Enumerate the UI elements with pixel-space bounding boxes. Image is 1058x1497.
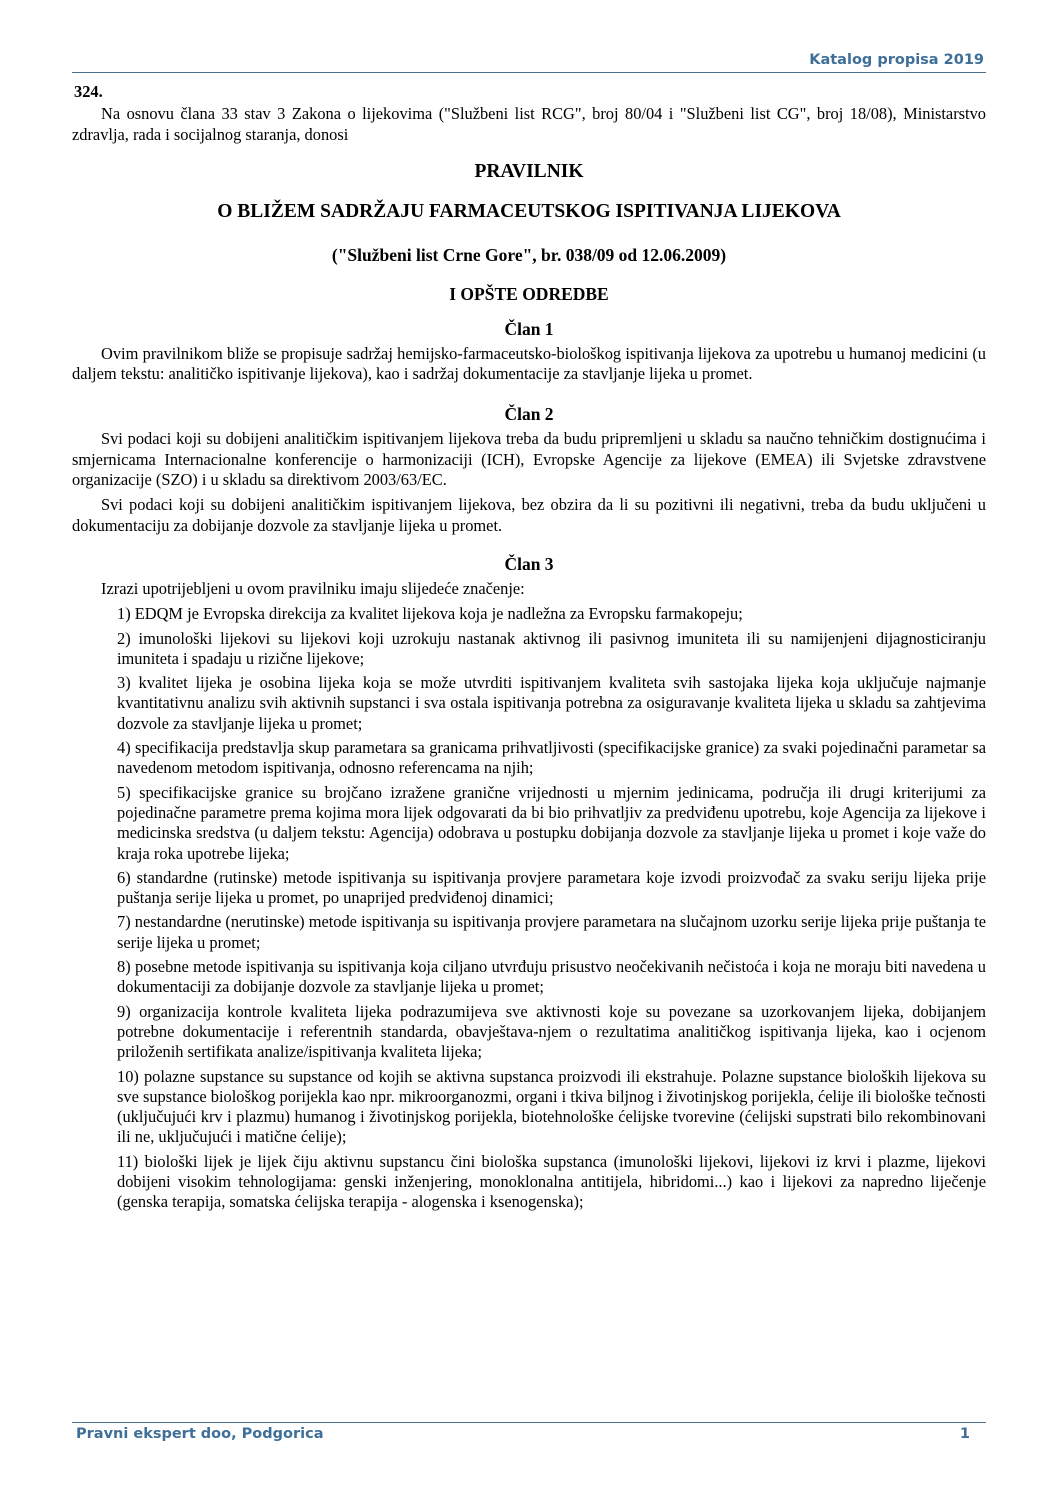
page-header [72,50,986,73]
document-subtitle: O BLIŽEM SADRŽAJU FARMACEUTSKOG ISPITIVANJA LIJEKOVA [217,200,841,222]
article-paragraph: Svi podaci koji su dobijeni analitičkim ispitivanjem lijekova treba da budu pripremljeni u skladu sa naučno tehničkim dostignućima i smjernicama Internacionalne konferencije o harmonizaciji (ICH), Evropske Agencije za lijekove (EMEA) ili Svjetske zdravstvene organizacije (SZO) i u skladu sa direktivom 2003/63/EC. [72,429,986,490]
catalog-title: Katalog propisa 2019 [809,52,984,68]
article-intro: Izrazi upotrijebljeni u ovom pravilniku imaju slijedeće značenje: [101,578,525,598]
gazette-reference: ("Službeni list Crne Gore", br. 038/09 od 12.06.2009) [331,244,727,265]
list-item: 4) specifikacija predstavlja skup parametara sa granicama prihvatljivosti (specifikacijske granice) za svaki pojedinačni parametar sa navedenom metodom ispitivanja, odnosno referencama na njih; [117,738,986,778]
article-paragraph: Ovim pravilnikom bliže se propisuje sadržaj hemijsko-farmaceutsko-biološkog ispitivanja lijekova za upotrebu u humanoj medicini (u daljem tekstu: analitičko ispitivanje lijekova), kao i sadržaj dokumentacije za stavljanje lijeka u promet. [72,343,986,384]
definitions-list [72,604,986,1212]
page-number: 1 [959,1426,970,1442]
list-item: 9) organizacija kontrole kvaliteta lijeka podrazumijeva sve aktivnosti koje su povezane sa uzorkovanjem lijeka, dobijanjem potrebne dokumentacije i referentnih standarda, obavještava-njem o rezultatima analitičkog ispitivanja lijeka, kao i ocjenom priloženih sertifikata analize/ispitivanja kvaliteta lijeka; [117,1001,986,1062]
publisher-name: Pravni ekspert doo, Podgorica [76,1426,324,1442]
document-title: PRAVILNIK [474,160,584,182]
list-item: 10) polazne supstance su supstance od kojih se aktivna supstanca proizvodi ili ekstrahuje. Polazne supstance bioloških lijekova su sve supstance biološkog porijekla kao npr. mikroorganozmi, organi i tkiva biljnog i životinjskog porijekla, ćelije ili biološke tečnosti (uključujući krv i plazmu) humanog i životinjskog porijekla, biotehnološke ćelijske tvorevine (ćelijski supstrati bilo rekombinovani ili ne, uključujući i matične ćelije); [117,1066,986,1147]
document-body [72,82,986,1217]
list-item: 5) specifikacijske granice su brojčano izražene granične vrijednosti u mjernim jedinicama, područja ili drugi kriterijumi za pojedinačne parametre prema kojima mora lijek odgovarati da bi bio prihvatljiv za predviđenu upotrebu, koje Agencija za lijekove i medicinska sredstva (u daljem tekstu: Agencija) odobrava u postupku dobijanja dozvole za stavljanje lijeka u promet i koje važe do kraja roka upotrebe lijeka; [117,782,986,863]
list-item: 8) posebne metode ispitivanja su ispitivanja koja ciljano utvrđuju prisustvo neočekivanih nečistoća i koja ne moraju biti navedena u dokumentaciji za dobijanje dozvole za stavljanje lijeka u promet; [117,957,986,997]
article-heading: Član 2 [504,404,554,425]
article-heading: Član 1 [504,318,554,339]
list-item: 6) standardne (rutinske) metode ispitivanja su ispitivanja provjere parametara koje izvodi proizvođač za svaku seriju lijeka prije puštanja serije lijeka u promet, po unaprijed predviđenoj dinamici; [117,867,986,908]
list-item: 1) EDQM je Evropska direkcija za kvalitet lijekova koja je nadležna za Evropsku farmakopeju; [117,604,743,624]
section-title: I OPŠTE ODREDBE [449,283,609,304]
preamble: Na osnovu člana 33 stav 3 Zakona o lijekovima ("Službeni list RCG", broj 80/04 i "Službeni list CG", broj 18/08), Ministarstvo zdravlja, rada i socijalnog staranja, donosi [72,104,986,144]
article-heading: Član 3 [504,553,554,574]
list-item: 11) biološki lijek je lijek čiju aktivnu supstancu čini biološka supstanca (imunološki lijekovi, lijekovi iz krvi i plazme, lijekovi dobijeni visokim tehnologijama: genski inženjering, monoklonalna antitijela, hibridomi...) kao i lijekovi za napredno liječenje (genska terapija, somatska ćelijska terapija - alogenska i ksenogenska); [117,1151,986,1212]
list-item: 2) imunološki lijekovi su lijekovi koji uzrokuju nastanak aktivnog ili pasivnog imuniteta ili su namijenjeni dijagnosticiranju imuniteta i spadaju u rizične lijekove; [117,628,986,668]
list-item: 7) nestandardne (nerutinske) metode ispitivanja su ispitivanja provjere parametara na slučajnom uzorku serije lijeka prije puštanja te serije lijeka u promet; [117,912,986,952]
document-number: 324. [74,82,103,101]
article-paragraph: Svi podaci koji su dobijeni analitičkim ispitivanjem lijekova, bez obzira da li su pozitivni ili negativni, treba da budu uključeni u dokumentaciju za dobijanje dozvole za stavljanje lijeka u promet. [72,495,986,535]
list-item: 3) kvalitet lijeka je osobina lijeka koja se može utvrditi ispitivanjem kvaliteta svih sastojaka lijeka koja uključuje najmanje kvantitativnu analizu svih aktivnih supstanci i sva ostala ispitivanja potrebna za osiguravanje kvaliteta lijeka u skladu sa zahtjevima dozvole za stavljanje lijeka u promet; [117,673,986,733]
page-footer [72,1422,986,1442]
